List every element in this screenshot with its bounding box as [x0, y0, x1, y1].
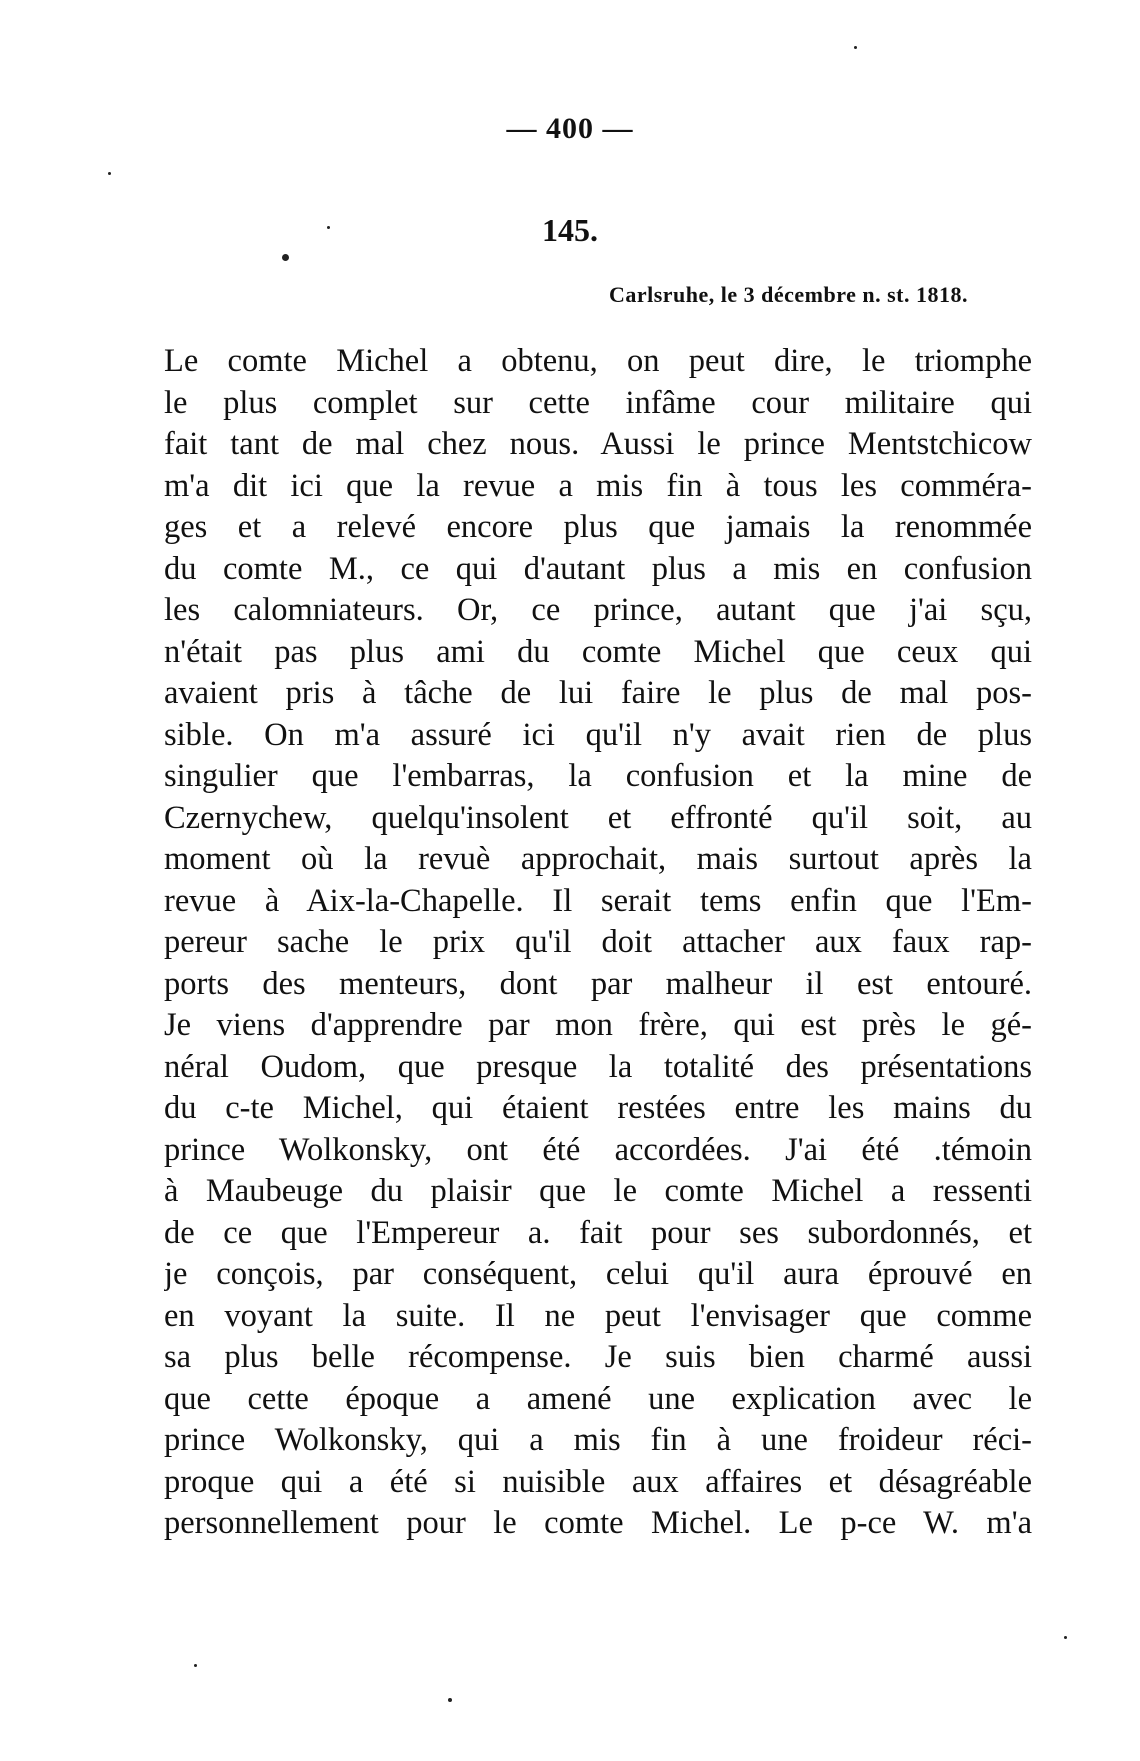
scan-speck	[1064, 1636, 1067, 1639]
text-line: je conçois, par conséquent, celui qu'il aura éprouvé en	[164, 1256, 1032, 1292]
text-line: à Maubeuge du plaisir que le comte Michel a ressenti	[164, 1173, 1032, 1209]
dateline: Carlsruhe, le 3 décembre n. st. 1818.	[608, 282, 968, 307]
text-line: du c-te Michel, qui étaient restées entre les mains du	[164, 1090, 1032, 1126]
text-line: n'était pas plus ami du comte Michel que ceux qui	[164, 633, 1032, 670]
text-line: prince Wolkonsky, qui a mis fin à une froideur réci-	[164, 1422, 1032, 1458]
page-number: — 400 —	[506, 112, 634, 145]
text-line: ges et a relevé encore plus que jamais la renommée	[164, 509, 1032, 545]
text-line: singulier que l'embarras, la confusion et la mine de	[164, 758, 1032, 794]
text-line: sa plus belle récompense. Je suis bien charmé aussi	[164, 1339, 1032, 1375]
scan-speck	[327, 226, 330, 229]
scan-speck	[854, 46, 857, 49]
letter-number: 145.	[542, 212, 598, 248]
text-line: les calomniateurs. Or, ce prince, autant que j'ai sçu,	[164, 592, 1032, 628]
scan-speck	[108, 172, 111, 175]
letter-body	[164, 341, 1032, 1545]
scan-speck	[194, 1664, 197, 1667]
text-line: sible. On m'a assuré ici qu'il n'y avait rien de plus	[164, 716, 1032, 753]
text-line: pereur sache le prix qu'il doit attacher aux faux rap-	[164, 924, 1032, 960]
text-line: revue à Aix-la-Chapelle. Il serait tems enfin que l'Em-	[164, 882, 1032, 919]
text-line: Je viens d'apprendre par mon frère, qui est près le gé-	[164, 1007, 1032, 1043]
text-line: ports des menteurs, dont par malheur il est entouré.	[164, 965, 1032, 1002]
text-line: néral Oudom, que presque la totalité des présentations	[164, 1048, 1032, 1085]
text-line: personnellement pour le comte Michel. Le p-ce W. m'a	[164, 1505, 1032, 1541]
text-line: fait tant de mal chez nous. Aussi le prince Mentstchicow	[164, 426, 1032, 462]
text-line: du comte M., ce qui d'autant plus a mis en confusion	[164, 550, 1032, 587]
text-line: Czernychew, quelqu'insolent et effronté qu'il soit, au	[164, 799, 1032, 836]
scan-speck	[282, 254, 289, 261]
text-line: m'a dit ici que la revue a mis fin à tous les comméra-	[164, 467, 1032, 504]
text-line: proque qui a été si nuisible aux affaires et désagréable	[164, 1463, 1032, 1500]
text-line: moment où la revuè approchait, mais surtout après la	[164, 841, 1032, 877]
text-line: le plus complet sur cette infâme cour militaire qui	[164, 384, 1032, 421]
scan-speck	[448, 1698, 452, 1702]
text-line: avaient pris à tâche de lui faire le plus de mal pos-	[164, 675, 1032, 711]
text-line: que cette époque a amené une explication avec le	[164, 1380, 1032, 1417]
text-line: de ce que l'Empereur a. fait pour ses subordonnés, et	[164, 1214, 1032, 1251]
text-line: Le comte Michel a obtenu, on peut dire, le triomphe	[164, 343, 1032, 379]
text-line: prince Wolkonsky, ont été accordées. J'ai été .témoin	[164, 1131, 1032, 1168]
text-line: en voyant la suite. Il ne peut l'envisager que comme	[164, 1297, 1032, 1334]
